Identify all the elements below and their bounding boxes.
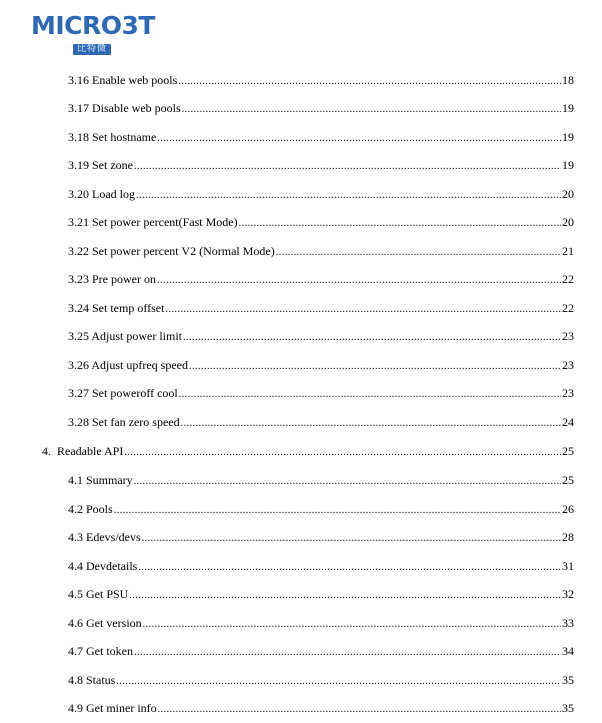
toc-entry-page: 31 <box>562 559 574 573</box>
toc-entry-page: 19 <box>562 158 574 172</box>
toc-leader <box>189 359 561 375</box>
toc-leader <box>116 674 561 690</box>
toc-entry[interactable] <box>68 672 574 688</box>
toc-entry[interactable] <box>68 243 574 259</box>
logo-wordmark: MICRO3T <box>31 11 155 40</box>
toc-section-entry[interactable] <box>42 443 574 459</box>
toc-entry-page: 35 <box>562 701 574 715</box>
toc-entry-label: 3.26 Adjust upfreq speed <box>68 358 188 372</box>
toc-entry[interactable] <box>68 72 574 88</box>
toc-entry-page: 33 <box>562 616 574 630</box>
toc-leader <box>136 188 561 204</box>
toc-entry-label: 3.27 Set poweroff cool <box>68 386 178 400</box>
toc-entry-page: 19 <box>562 101 574 115</box>
toc-leader <box>178 74 561 90</box>
toc-leader <box>276 245 561 261</box>
toc-entry[interactable] <box>68 328 574 344</box>
toc-entry[interactable] <box>68 300 574 316</box>
toc-leader <box>182 102 561 118</box>
toc-entry[interactable] <box>68 385 574 401</box>
toc-leader <box>134 474 561 490</box>
toc-entry-label: 4.5 Get PSU <box>68 587 129 601</box>
toc-leader <box>157 273 561 289</box>
toc-entry-page: 34 <box>562 644 574 658</box>
toc-entry-page: 23 <box>562 358 574 372</box>
toc-leader <box>158 702 561 718</box>
toc-entry-page: 32 <box>562 587 574 601</box>
toc-entry-page: 21 <box>562 244 574 258</box>
toc-leader <box>114 503 561 519</box>
toc-entry-page: 18 <box>562 73 574 87</box>
toc-entry-label: 3.23 Pre power on <box>68 272 156 286</box>
toc-entry-label: 3.22 Set power percent V2 (Normal Mode) <box>68 244 275 258</box>
toc-entry-page: 28 <box>562 530 574 544</box>
toc-leader <box>142 531 561 547</box>
toc-entry[interactable] <box>68 129 574 145</box>
toc-entry-label: 3.16 Enable web pools <box>68 73 178 87</box>
toc-entry[interactable] <box>68 558 574 574</box>
toc-leader <box>239 216 561 232</box>
toc-entry-label: 4.8 Status <box>68 673 116 687</box>
toc-entry[interactable] <box>68 643 574 659</box>
toc-entry[interactable] <box>68 529 574 545</box>
toc-entry-page: 23 <box>562 386 574 400</box>
toc-leader <box>165 302 561 318</box>
toc-leader <box>129 588 561 604</box>
toc-entry-page: 20 <box>562 187 574 201</box>
toc-entry-label: 3.20 Load log <box>68 187 135 201</box>
toc-entry[interactable] <box>68 472 574 488</box>
toc-entry-label: 3.28 Set fan zero speed <box>68 415 180 429</box>
toc-leader <box>138 560 561 576</box>
toc-entry-label: 3.17 Disable web pools <box>68 101 181 115</box>
toc-entry[interactable] <box>68 586 574 602</box>
toc-entry-page: 35 <box>562 673 574 687</box>
toc-entry-label: 3.18 Set hostname <box>68 130 157 144</box>
toc-leader <box>157 131 561 147</box>
toc-leader <box>143 617 561 633</box>
toc-entry-label: 3.21 Set power percent(Fast Mode) <box>68 215 238 229</box>
toc-entry[interactable] <box>68 271 574 287</box>
toc-entry-label: 4.1 Summary <box>68 473 133 487</box>
toc-entry[interactable] <box>68 100 574 116</box>
toc-entry[interactable] <box>68 615 574 631</box>
toc-entry-page: 23 <box>562 329 574 343</box>
toc-entry[interactable] <box>68 700 574 716</box>
toc-leader <box>183 330 561 346</box>
toc-entry-label: 3.25 Adjust power limit <box>68 329 182 343</box>
toc-entry-page: 24 <box>562 415 574 429</box>
toc-entry[interactable] <box>68 501 574 517</box>
toc-leader <box>124 445 561 461</box>
toc-entry[interactable] <box>68 414 574 430</box>
toc-entry-label: 4.4 Devdetails <box>68 559 138 573</box>
toc-entry[interactable] <box>68 214 574 230</box>
toc-entry-page: 20 <box>562 215 574 229</box>
toc-entry[interactable] <box>68 357 574 373</box>
toc-entry-label: 3.19 Set zone <box>68 158 133 172</box>
toc-entry-label: 4.3 Edevs/devs <box>68 530 141 544</box>
toc-leader <box>134 159 561 175</box>
toc-entry-page: 19 <box>562 130 574 144</box>
toc-entry-label: 3.24 Set temp offset <box>68 301 165 315</box>
toc-leader <box>134 645 561 661</box>
toc-entry-label: 4.7 Get token <box>68 644 133 658</box>
toc-leader <box>181 416 561 432</box>
toc-leader <box>179 387 561 403</box>
toc-entry-page: 22 <box>562 272 574 286</box>
toc-entry[interactable] <box>68 157 574 173</box>
toc-entry-page: 22 <box>562 301 574 315</box>
toc-entry[interactable] <box>68 186 574 202</box>
toc-entry-page: 25 <box>562 444 574 458</box>
toc-entry-label: 4.6 Get version <box>68 616 142 630</box>
logo-subtitle: 比特微 <box>73 44 111 55</box>
toc-entry-label: 4.9 Get miner info <box>68 701 157 715</box>
toc-entry-label: 4.2 Pools <box>68 502 113 516</box>
toc-entry-label: 4. Readable API <box>42 444 124 458</box>
toc-entry-page: 26 <box>562 502 574 516</box>
toc-entry-page: 25 <box>562 473 574 487</box>
